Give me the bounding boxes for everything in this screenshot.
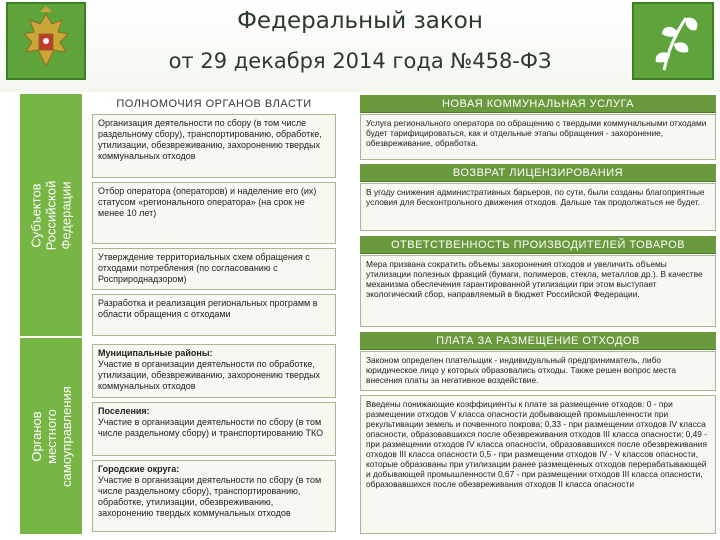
cell-municipal-districts-head: Муниципальные районы: <box>98 348 213 358</box>
cell-regional-programs: Разработка и реализация региональных программ в области обращения с отходами <box>92 294 336 336</box>
cell-territorial-schemes: Утверждение территориальных схем обращения с отходами потребления (по согласованию с Росприроднадзором) <box>92 248 336 290</box>
cell-producers-text: Мера призвана сократить объемы захоронения отходов и увеличить объемы утилизации полезных фракций (бумаги, полимеров, стекла, металлов др.). В качестве механизма обеспечения гарантированной утилизации при этом выступает экологический сбор, направляемый в бюджет Российской Федерации. <box>360 255 716 327</box>
cell-city-districts <box>92 460 336 532</box>
cell-operator-selection: Отбор оператора (операторов) и наделение его (их) статусом «регионального оператора» (на срок не менее 10 лет) <box>92 182 336 244</box>
band-local-government <box>20 338 82 534</box>
cell-city-districts-head: Городские округа: <box>98 464 180 474</box>
cell-new-service-text: Услуга регионального оператора по обращению с твердыми коммунальными отходами будет тарифицироваться, как и отдельные этапы обращения - захоронение, обезвреживание, обработка. <box>360 114 716 160</box>
page-subtitle: от 29 декабря 2014 года №458-ФЗ <box>168 49 552 73</box>
page-title: Федеральный закон <box>237 8 483 34</box>
cell-licensing-text: В угоду снижения административных барьеров, по сути, были созданы благоприятные условия для бесконтрольного движения отходов. Дальше так продолжаться не будет. <box>360 183 716 231</box>
band-subjects-label: Субъектов Российской Федерации <box>28 180 74 250</box>
cell-settlements-head: Поселения: <box>98 406 150 416</box>
cell-fee-payer-text: Законом определен плательщик - индивидуальный предприниматель, либо юридическое лицо у которых образовались отходы. Также решен вопрос места внесения платы за негативное воздействие. <box>360 351 716 391</box>
section-new-service: НОВАЯ КОММУНАЛЬНАЯ УСЛУГА <box>360 95 716 113</box>
section-fee: ПЛАТА ЗА РАЗМЕЩЕНИЕ ОТХОДОВ <box>360 332 716 350</box>
cell-organization: Организация деятельности по сбору (в том числе раздельному сбору), транспортированию, обработке, утилизации, обезвреживанию, захоронению твердых коммунальных отходов <box>92 114 336 178</box>
section-licensing: ВОЗВРАТ ЛИЦЕНЗИРОВАНИЯ <box>360 164 716 182</box>
cell-settlements <box>92 402 336 456</box>
cell-settlements-text: Участие в организации деятельности по сбору (в том числе раздельному сбору) и транспортированию ТКО <box>98 417 324 438</box>
header <box>0 0 720 92</box>
green-leaf-sprout-icon <box>632 2 714 80</box>
band-local-label: Органов местного самоуправления <box>28 385 74 487</box>
section-powers: ПОЛНОМОЧИЯ ОРГАНОВ ВЛАСТИ <box>116 98 312 110</box>
cell-city-districts-text: Участие в организации деятельности по сбору (в том числе раздельному сбору), транспортированию, обработке, утилизации, обезвреживанию, захоронению твердых коммунальных отходов <box>98 475 322 518</box>
band-subjects-rf <box>20 94 82 336</box>
russian-coat-of-arms-icon <box>6 2 86 80</box>
section-producers: ОТВЕТСТВЕННОСТЬ ПРОИЗВОДИТЕЛЕЙ ТОВАРОВ <box>360 236 716 254</box>
cell-municipal-districts <box>92 344 336 398</box>
cell-municipal-districts-text: Участие в организации деятельности по обработке, утилизации, обезвреживанию, захоронению твердых коммунальных отходов <box>98 359 321 391</box>
cell-fee-coefficients-text: Введены понижающие коэффициенты к плате за размещение отходов: 0 - при размещении отходов V класса опасности добывающей промышленности при рекультивации земель и почвенного покрова; 0,33 - при размещении отходов IV класса опасности, образовавшихся после обезвреживания отходов III класса опасности; 0,49 - при размещении отходов IV класса опасности, образовавшихся после обезвреживания отходов III класса опасности 0,5 - при размещении отходов IV - V классов опасности, которые образованы при утилизации ранее размещенных отходов перерабатывающей и добывающей промышленности 0,67 - при размещении отходов III класса опасности, образовавшихся после обезвреживания отходов II класса опасности <box>360 395 716 534</box>
